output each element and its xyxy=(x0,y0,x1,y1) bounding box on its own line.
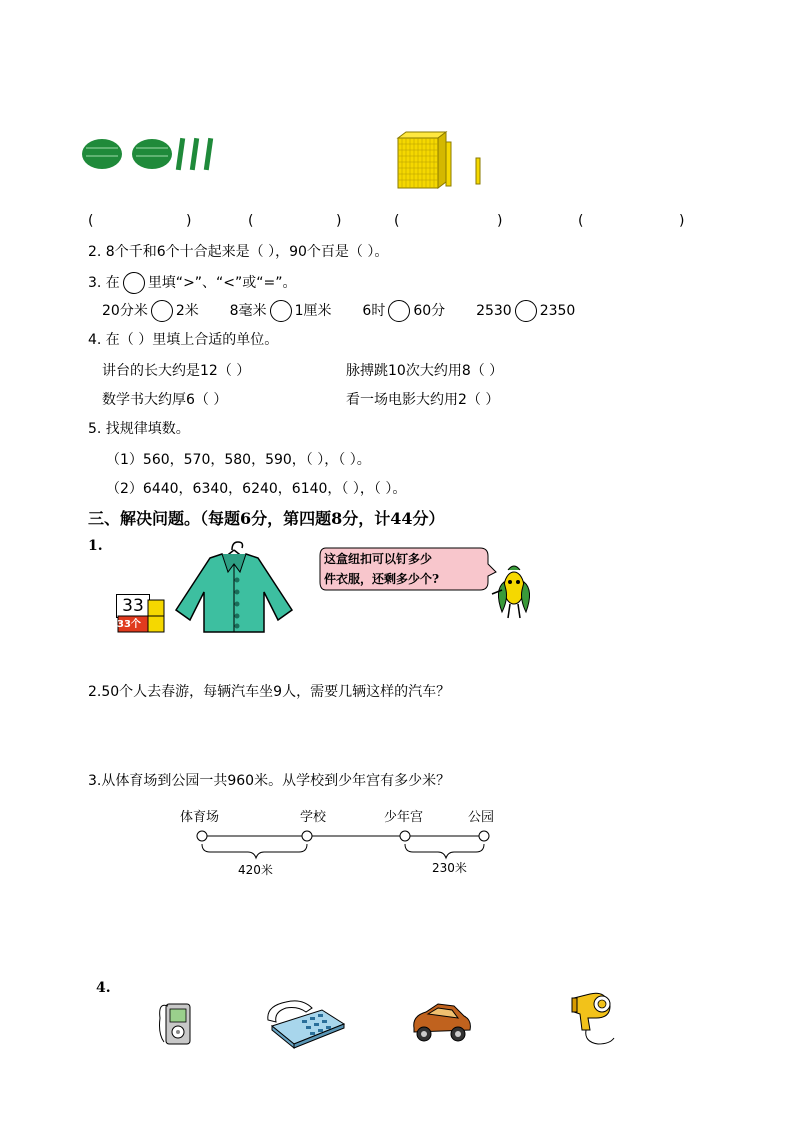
q3-item-3-left: 6时 xyxy=(362,303,386,319)
compare-circle-1[interactable] xyxy=(151,300,173,322)
jacket-icon xyxy=(170,540,300,635)
bubble-line-1: 这盒纽扣可以钉多少 xyxy=(324,552,433,566)
problem-4-number: 4. xyxy=(96,980,111,996)
q1-blank-2-close: ) xyxy=(336,213,342,229)
mp3-player-icon xyxy=(156,998,196,1048)
box-label: 33个 xyxy=(117,619,141,630)
problem-3: 3.从体育场到公园一共960米。从学校到少年宫有多少米？ xyxy=(88,773,451,789)
q3-item-3-right: 60分 xyxy=(413,303,446,319)
q3-intro-suffix: 里填“>”、“<”或“=”。 xyxy=(147,275,297,291)
q5-item-2: （2）6440，6340，6240，6140，（ ），（ ）。 xyxy=(106,481,407,497)
q3-item-2-left: 8毫米 xyxy=(229,303,267,319)
section-3-title: 三、解决问题。（每题6分，第四题8分，计44分） xyxy=(88,509,445,528)
compare-circle-4[interactable] xyxy=(515,300,537,322)
q1-blank-1-close: ) xyxy=(186,213,192,229)
point-label-stadium: 体育场 xyxy=(180,810,220,825)
point-label-park: 公园 xyxy=(468,810,495,825)
hair-dryer-icon xyxy=(570,990,620,1048)
q1-blank-3-close: ) xyxy=(497,213,503,229)
question-3-intro xyxy=(88,272,297,294)
q3-item-1-right: 2米 xyxy=(175,303,199,319)
q4-item-2: 脉搏跳10次大约用8（ ） xyxy=(346,363,504,379)
telephone-icon xyxy=(262,996,346,1050)
q4-item-1: 讲台的长大约是12（ ） xyxy=(102,363,251,379)
question-3-items xyxy=(102,300,575,322)
q3-item-2-right: 1厘米 xyxy=(294,303,332,319)
point-label-school: 学校 xyxy=(300,810,327,825)
toy-car-icon xyxy=(408,1000,474,1046)
bundled-sticks-image xyxy=(80,134,220,174)
compare-circle-2[interactable] xyxy=(270,300,292,322)
q5-item-1: （1）560，570，580，590，（ ），（ ）。 xyxy=(106,452,371,468)
segment-label-2: 230米 xyxy=(432,861,467,875)
question-4-intro: 4. 在（ ）里填上合适的单位。 xyxy=(88,332,279,348)
q3-intro-prefix: 3. 在 xyxy=(88,275,120,291)
q1-blank-4-close: ) xyxy=(679,213,685,229)
q1-blank-4-open: ( xyxy=(578,213,584,229)
q1-blank-2-open: ( xyxy=(248,213,254,229)
q1-blank-1-open: ( xyxy=(88,213,94,229)
block-cubes-image xyxy=(394,130,494,190)
problem-1-number: 1. xyxy=(88,538,103,554)
q3-item-1-left: 20分米 xyxy=(102,303,148,319)
compare-circle-3[interactable] xyxy=(388,300,410,322)
problem-2: 2.50个人去春游，每辆汽车坐9人，需要几辆这样的汽车？ xyxy=(88,684,451,700)
q3-item-4-left: 2530 xyxy=(476,303,512,319)
segment-label-1: 420米 xyxy=(238,863,273,877)
question-2: 2. 8个千和6个十合起来是（ ），90个百是（ ）。 xyxy=(88,244,389,260)
q3-item-4-right: 2350 xyxy=(539,303,576,319)
bubble-line-2: 件衣服，还剩多少个? xyxy=(324,572,440,586)
question-5-intro: 5. 找规律填数。 xyxy=(88,421,190,437)
q1-blank-3-open: ( xyxy=(394,213,400,229)
box-number-card: 33 xyxy=(116,594,150,618)
q4-item-4: 看一场电影大约用2（ ） xyxy=(346,392,500,408)
q4-item-3: 数学书大约厚6（ ） xyxy=(102,392,228,408)
compare-circle-icon xyxy=(123,272,145,294)
point-label-youth-palace: 少年宫 xyxy=(384,810,424,825)
corn-character-icon xyxy=(490,560,536,620)
